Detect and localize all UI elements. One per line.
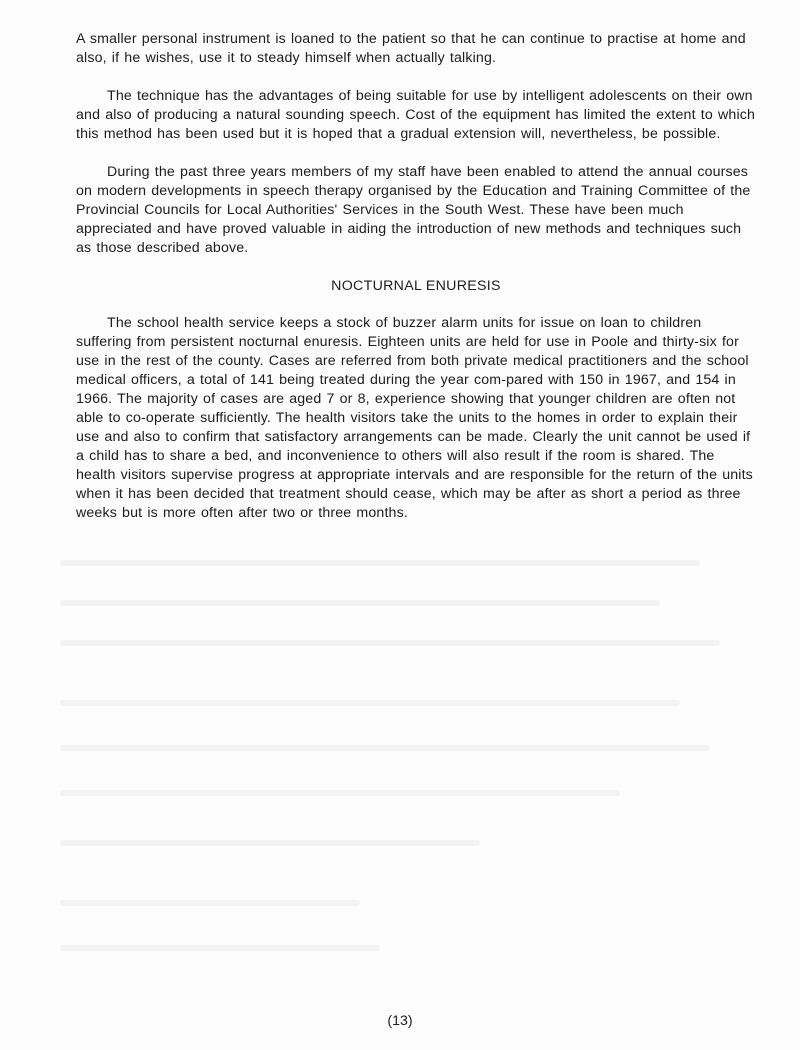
paragraph-courses: During the past three years members of my staff have been enabled to attend the annual courses on modern developments in speech therapy organised by the Education and Training Committee of the Provincial Councils for Local Authorities' Services in the South West. These have been much appreciated and have proved valuable in aiding the introduction of new methods and techniques such as those described above.: [76, 164, 751, 256]
show-through-mark: [60, 840, 480, 846]
show-through-mark: [60, 790, 620, 796]
show-through-mark: [60, 700, 680, 706]
show-through-mark: [60, 745, 710, 751]
show-through-mark: [60, 900, 360, 906]
show-through-mark: [60, 640, 720, 646]
page-number: (13): [387, 1013, 413, 1029]
paragraph-technique: The technique has the advantages of being suitable for use by intelligent adolescents on their own and also of producing a natural sounding speech. Cost of the equipment has limited the extent to which this method has been used but it is hoped that a gradual extension will, nevertheless, be possible.: [76, 88, 756, 142]
show-through-mark: [60, 600, 660, 606]
section-heading-nocturnal-enuresis: NOCTURNAL ENURESIS: [331, 278, 501, 294]
show-through-mark: [60, 945, 380, 951]
page-content: [76, 30, 756, 542]
paragraph-instrument: A smaller personal instrument is loaned to the patient so that he can continue to practise at home and also, if he wishes, use it to steady himself when actually talking.: [76, 31, 746, 66]
paragraph-enuresis: The school health service keeps a stock of buzzer alarm units for issue on loan to children suffering from persistent nocturnal enuresis. Eighteen units are held for use in Poole and thirty-six for use in the rest of the county. Cases are referred from both private medical practitioners and the school medical officers, a total of 141 being treated during the year com-pared with 150 in 1967, and 154 in 1966. The majority of cases are aged 7 or 8, experience showing that younger children are often not able to co-operate sufficiently. The health visitors take the units to the homes in order to explain their use and also to confirm that satisfactory arrangements can be made. Clearly the unit cannot be used if a child has to share a bed, and inconvenience to others will also result if the room is shared. The health visitors supervise progress at appropriate intervals and are responsible for the return of the units when it has been decided that treatment should cease, which may be after as short a period as three weeks but is more often after two or three months.: [76, 315, 753, 521]
show-through-mark: [60, 560, 700, 566]
